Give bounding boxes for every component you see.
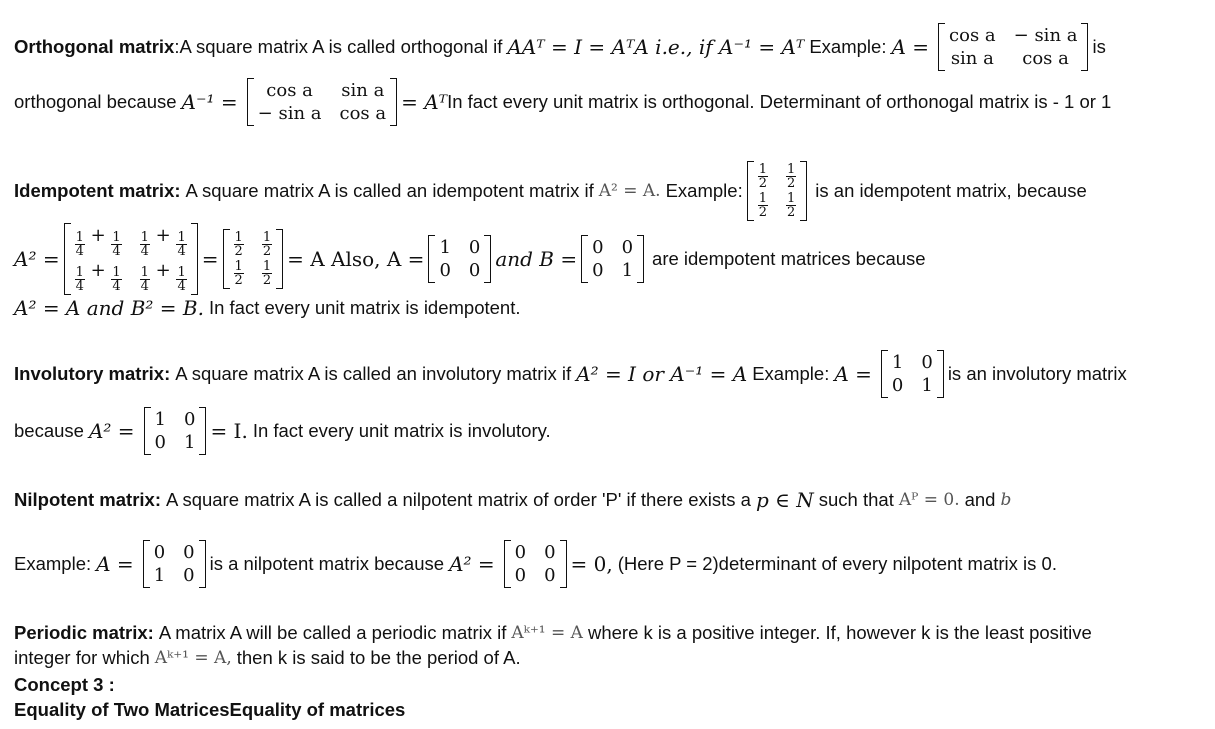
nilpotent-title: Nilpotent matrix: [14, 489, 161, 510]
idempotent-are-text: are idempotent matrices because [652, 248, 926, 269]
orthogonal-because: orthogonal because [14, 91, 177, 112]
idempotent-sum-matrix: $\frac{1}{4}$ + $\frac{1}{4}$ $\frac{1}{4}$ + $\frac{1}{4}$ $\frac{1}{4}$ + $\frac{1}{4}$ $\frac{1}{4}$ + $\frac{1}{4}$ [64, 223, 198, 295]
nilpotent-line-2 [14, 535, 1057, 593]
orthogonal-condition: AAᵀ = I = AᵀA i.e., if A⁻¹ = Aᵀ [507, 35, 805, 59]
involutory-title: Involutory matrix: [14, 363, 171, 384]
involutory-because: because [14, 420, 84, 441]
periodic-definition: A matrix A will be called a periodic matrix if [158, 622, 507, 643]
involutory-definition: A square matrix A is called an involutory matrix if [175, 363, 572, 384]
orthogonal-is: is [1092, 36, 1106, 57]
nilpotent-line-1 [14, 486, 1011, 514]
idempotent-condition: A² = A. [598, 181, 661, 201]
concept-heading: Concept 3 : [14, 674, 115, 695]
orthogonal-line-1 [14, 18, 1106, 76]
idempotent-line-2: A² = $\frac{1}{4}$ + $\frac{1}{4}$ $\frac{1}{4}$ + $\frac{1}{4}$ $\frac{1}{4}$ + $\frac{1}{4}$ $\frac{1}{4}$ + $\frac{1}{4}$ = $\frac{1}{2}$ $\frac{1}{2}$ $\frac{1}{2}$ $\frac{1}{2}$ = A Also, A = 1 0 0 0 and B = 0 0 0 1 are idempotent matrices because [14, 225, 926, 294]
involutory-condition: A² = I or A⁻¹ = A [576, 362, 748, 386]
involutory-after-example: is an involutory matrix [947, 363, 1127, 384]
idempotent-conclusion-math: A² = A and B² = B. [14, 296, 204, 320]
nilpotent-because-rhs: = 0, [570, 552, 613, 576]
nilpotent-because-lhs: A² = [449, 552, 495, 576]
involutory-example-label: Example: [752, 363, 830, 384]
periodic-title: Periodic matrix: [14, 622, 154, 643]
nilpotent-such-that: such that [818, 489, 894, 510]
nilpotent-example-label: Example: [14, 553, 92, 574]
orthogonal-example-label: Example: [809, 36, 887, 57]
periodic-condition2: Aᵏ⁺¹ = A, [154, 648, 232, 668]
periodic-line2-tail: then k is said to be the period of A. [236, 647, 521, 668]
idempotent-line-3 [14, 295, 521, 321]
concept-subheading: Equality of Two MatricesEquality of matrices [14, 699, 406, 720]
periodic-condition: Aᵏ⁺¹ = A [511, 623, 583, 643]
idempotent-a2-lhs: A² = [14, 247, 60, 271]
idempotent-matrix-b: 0 0 0 1 [581, 235, 644, 283]
orthogonal-title: Orthogonal matrix [14, 36, 175, 57]
orthogonal-inverse-rhs: = Aᵀ [401, 90, 448, 114]
nilpotent-condition: p ∈ N [755, 488, 814, 512]
nilpotent-and: and [964, 489, 996, 510]
nilpotent-example-lhs: A = [96, 552, 134, 576]
idempotent-matrix-a: 1 0 0 0 [428, 235, 491, 283]
idempotent-also: = A Also, A = [287, 247, 425, 271]
nilpotent-example-matrix: 0 0 1 0 [143, 540, 206, 588]
involutory-because-matrix: 1 0 0 1 [144, 407, 207, 455]
nilpotent-b-var: b [1000, 490, 1012, 510]
nilpotent-definition: A square matrix A is called a nilpotent matrix of order 'P' if there exists a [165, 489, 751, 510]
periodic-line2-start: integer for which [14, 647, 150, 668]
orthogonal-definition: :A square matrix A is called orthogonal if [174, 36, 503, 57]
periodic-line-2 [14, 645, 521, 671]
involutory-tail: In fact every unit matrix is involutory. [252, 420, 551, 441]
idempotent-after-example: is an idempotent matrix, because [815, 180, 1087, 201]
orthogonal-example-lhs: A = [891, 35, 930, 59]
idempotent-title: Idempotent matrix: [14, 180, 181, 201]
orthogonal-inverse-lhs: A⁻¹ = [181, 90, 238, 114]
idempotent-half-matrix: $\frac{1}{2}$ $\frac{1}{2}$ $\frac{1}{2}$ $\frac{1}{2}$ [223, 229, 284, 289]
orthogonal-line-2 [14, 73, 1111, 131]
nilpotent-middle: is a nilpotent matrix because [209, 553, 445, 574]
periodic-line-1 [14, 620, 1092, 646]
nilpotent-because-matrix: 0 0 0 0 [504, 540, 567, 588]
idempotent-example-label: Example: [665, 180, 743, 201]
involutory-line-2 [14, 402, 551, 460]
involutory-example-lhs: A = [834, 362, 872, 386]
idempotent-definition: A square matrix A is called an idempotent matrix if [185, 180, 594, 201]
orthogonal-inverse-matrix: cos a sin a − sin a cos a [247, 78, 397, 126]
involutory-line-1 [14, 345, 1127, 403]
periodic-def-tail: where k is a positive integer. If, however k is the least positive [587, 622, 1092, 643]
orthogonal-example-matrix: cos a − sin a sin a cos a [938, 23, 1088, 71]
involutory-because-rhs: = I. [210, 419, 248, 443]
orthogonal-tail: In fact every unit matrix is orthogonal. Determinant of orthonogal matrix is - 1 or 1 [447, 91, 1112, 112]
involutory-example-matrix: 1 0 0 1 [881, 350, 944, 398]
idempotent-and-b: and B = [495, 247, 578, 271]
idempotent-example-matrix: $\frac{1}{2}$ $\frac{1}{2}$ $\frac{1}{2}$ $\frac{1}{2}$ [747, 161, 808, 221]
idempotent-line-1 [14, 156, 1087, 226]
involutory-because-lhs: A² = [88, 419, 135, 443]
idempotent-conclusion-text: In fact every unit matrix is idempotent. [208, 297, 521, 318]
nilpotent-tail: (Here P = 2)determinant of every nilpotent matrix is 0. [617, 553, 1057, 574]
nilpotent-condition2: Aᴾ = 0. [898, 490, 960, 510]
